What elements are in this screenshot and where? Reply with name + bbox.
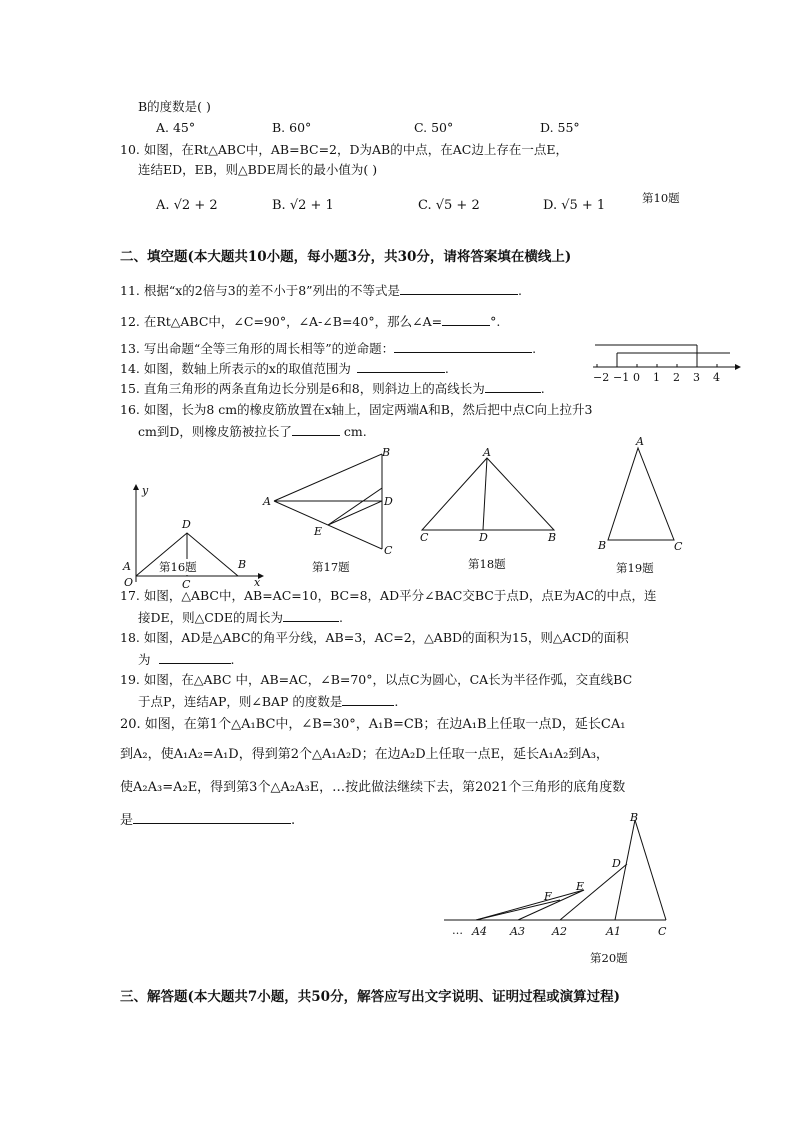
- fig16-label-o: O: [124, 576, 134, 589]
- caption-16: 第16题: [159, 560, 197, 574]
- fig18-ad: [483, 458, 487, 530]
- number-line-tick-label: 4: [713, 371, 720, 384]
- fig18-triangle: [422, 458, 554, 530]
- q15-text: 15. 直角三角形的两条直角边长分别是6和8，则斜边上的高线长为: [120, 381, 485, 396]
- fig20-label-a1: A1: [606, 925, 621, 938]
- q18-answer-blank[interactable]: [159, 651, 231, 664]
- fig19-label-b: B: [598, 539, 607, 552]
- number-line-tick-label: −2: [593, 371, 610, 384]
- q12-text: 12. 在Rt△ABC中，∠C=90°，∠A-∠B=40°，那么∠A=: [120, 314, 443, 329]
- figure-16: [118, 482, 268, 592]
- number-line-figure: [585, 340, 745, 385]
- q17-line1: 17. 如图，△ABC中，AB=AC=10，BC=8，AD平分∠BAC交BC于点D，点E为AC的中点，连: [120, 588, 657, 603]
- fig16-label-c: C: [182, 578, 191, 591]
- fig16-label-y: y: [142, 484, 149, 497]
- q20-line4: 是: [120, 813, 134, 828]
- q20-line2: 到A₂，使A₁A₂=A₁D，得到第2个△A₁A₂D；在边A₂D上任取一点E，延长A₁A₂到A₃，: [120, 747, 609, 762]
- q13: [120, 340, 536, 357]
- q10-line1: 10. 如图，在Rt△ABC中，AB=BC=2，D为AB的中点，在AC边上存在一点E，: [120, 142, 568, 157]
- fig16-label-b: B: [238, 558, 247, 571]
- figure-17: [262, 446, 402, 561]
- q19-line2-wrap: [138, 693, 398, 710]
- q17-line2: 接DE，则△CDE的周长为: [138, 610, 283, 625]
- q16-answer-blank[interactable]: [292, 423, 340, 436]
- q14: [120, 360, 449, 377]
- fig19-triangle: [608, 448, 674, 540]
- q15: [120, 380, 545, 397]
- number-line-tick-label: 3: [693, 371, 700, 384]
- fig20-label-e: E: [576, 880, 585, 893]
- q11-text: 11. 根据“x的2倍与3的差不小于8”列出的不等式是: [120, 283, 401, 298]
- fig17-ed: [328, 501, 382, 525]
- caption-18: 第18题: [468, 557, 506, 571]
- q16-line1: 16. 如图，长为8 cm的橡皮筋放置在x轴上，固定两端A和B，然后把中点C向上拉升3: [120, 402, 593, 417]
- fig20-label-c: C: [658, 925, 667, 938]
- caption-20: 第20题: [590, 951, 628, 965]
- fig18-label-a: A: [483, 446, 491, 459]
- fig20-bc: [635, 820, 666, 920]
- q20-line3: 使A₂A₃=A₂E，得到第3个△A₂A₃E，…按此做法继续下去，第2021个三角形的底角度数: [120, 780, 626, 795]
- q20-line4-wrap: [120, 811, 295, 829]
- number-line-tick-label: 0: [633, 371, 640, 384]
- q9-option-a: A. 45°: [156, 120, 196, 135]
- fig19-label-c: C: [674, 540, 683, 553]
- q17-answer-blank[interactable]: [283, 609, 339, 622]
- fig16-label-x: x: [254, 576, 261, 589]
- number-line-tick-label: −1: [613, 371, 630, 384]
- q18-line2-wrap: [138, 651, 235, 668]
- q10-option-b: B. √2 + 1: [272, 198, 334, 213]
- q18-line1: 18. 如图，AD是△ABC的角平分线，AB=3，AC=2，△ABD的面积为15，则△ACD的面积: [120, 630, 629, 645]
- q18-end: .: [230, 652, 235, 667]
- q14-text: 14. 如图，数轴上所表示的x的取值范围为: [120, 361, 351, 376]
- fig20-label-b: B: [630, 811, 639, 824]
- q13-answer-blank[interactable]: [394, 340, 532, 353]
- fig16-label-a: A: [123, 560, 131, 573]
- q20-answer-blank[interactable]: [133, 811, 291, 824]
- q9-tail: B的度数是( ): [138, 99, 211, 114]
- fig20-label-a3: A3: [510, 925, 525, 938]
- fig20-ea4: [476, 890, 584, 920]
- fig17-label-b: B: [382, 446, 391, 459]
- q16-line2-wrap: [138, 423, 367, 440]
- fig17-eb-partial: [328, 488, 382, 525]
- fig16-label-d: D: [182, 518, 191, 531]
- fig18-label-c: C: [420, 531, 429, 544]
- fig20-label-a2: A2: [552, 925, 567, 938]
- fig20-label-d: D: [612, 857, 621, 870]
- q10-option-d: D. √5 + 1: [543, 198, 606, 213]
- q14-answer-blank[interactable]: [357, 360, 445, 373]
- section2-title: 二、填空题(本大题共10小题，每小题3分，共30分，请将答案填在横线上): [120, 249, 572, 265]
- q10-line2: 连结ED，EB，则△BDE周长的最小值为( ): [138, 162, 378, 177]
- fig19-label-a: A: [636, 435, 644, 448]
- fig20-label-f: F: [544, 890, 552, 903]
- q14-end: .: [444, 361, 449, 376]
- fig17-label-d: D: [384, 495, 393, 508]
- q12: [120, 313, 500, 330]
- fig17-ab: [274, 454, 382, 501]
- q13-text: 13. 写出命题“全等三角形的周长相等”的逆命题：: [120, 341, 395, 356]
- q16-line2: cm到D，则橡皮筋被拉长了: [138, 424, 292, 439]
- q15-answer-blank[interactable]: [485, 380, 541, 393]
- q11: [120, 282, 522, 299]
- fig16-y-arrow: [133, 484, 139, 490]
- q10-option-a: A. √2 + 2: [156, 198, 218, 213]
- fig17-label-a: A: [263, 495, 271, 508]
- fig20-ba1: [615, 820, 635, 920]
- fig17-label-e: E: [314, 525, 323, 538]
- caption-17: 第17题: [312, 560, 350, 574]
- q19-line1: 19. 如图，在△ABC 中，AB=AC，∠B=70°，以点C为圆心，CA长为半径作弧，交直线BC: [120, 672, 633, 687]
- q17-end: .: [338, 610, 343, 625]
- figure-20: [444, 806, 684, 941]
- q13-end: .: [532, 341, 537, 356]
- q15-end: .: [540, 381, 545, 396]
- number-line-arrow: [735, 364, 741, 370]
- fig18-label-b: B: [548, 531, 557, 544]
- q17-line2-wrap: [138, 609, 343, 626]
- q9-option-b: B. 60°: [272, 120, 312, 135]
- q12-answer-blank[interactable]: [442, 313, 490, 326]
- q9-option-c: C. 50°: [414, 120, 454, 135]
- q18-line2: 为: [138, 652, 151, 667]
- fig20-label-a4: A4: [472, 925, 487, 938]
- q19-end: .: [394, 694, 399, 709]
- figure-18: [416, 448, 566, 543]
- q16-end: cm.: [343, 424, 367, 439]
- section3-title: 三、解答题(本大题共7小题，共50分，解答应写出文字说明、证明过程或演算过程): [120, 989, 620, 1005]
- q20-line1: 20. 如图，在第1个△A₁BC中，∠B=30°，A₁B=CB；在边A₁B上任取一点D，延长CA₁: [120, 717, 626, 732]
- q19-answer-blank[interactable]: [342, 693, 394, 706]
- q9-option-d: D. 55°: [540, 120, 580, 135]
- number-line-tick-label: 2: [673, 371, 680, 384]
- number-line-tick-label: 1: [653, 371, 660, 384]
- q11-end: .: [518, 283, 523, 298]
- fig20-label-ellipsis: …: [452, 924, 463, 937]
- figure-19: [596, 434, 691, 554]
- q12-end: °.: [490, 314, 501, 329]
- fig17-label-c: C: [384, 544, 393, 557]
- q11-answer-blank[interactable]: [400, 282, 518, 295]
- q10-caption: 第10题: [642, 191, 680, 205]
- q20-end: .: [291, 813, 296, 828]
- q10-option-c: C. √5 + 2: [418, 198, 480, 213]
- fig18-label-d: D: [479, 531, 488, 544]
- q19-line2: 于点P，连结AP，则∠BAP 的度数是: [138, 694, 343, 709]
- caption-19: 第19题: [616, 561, 654, 575]
